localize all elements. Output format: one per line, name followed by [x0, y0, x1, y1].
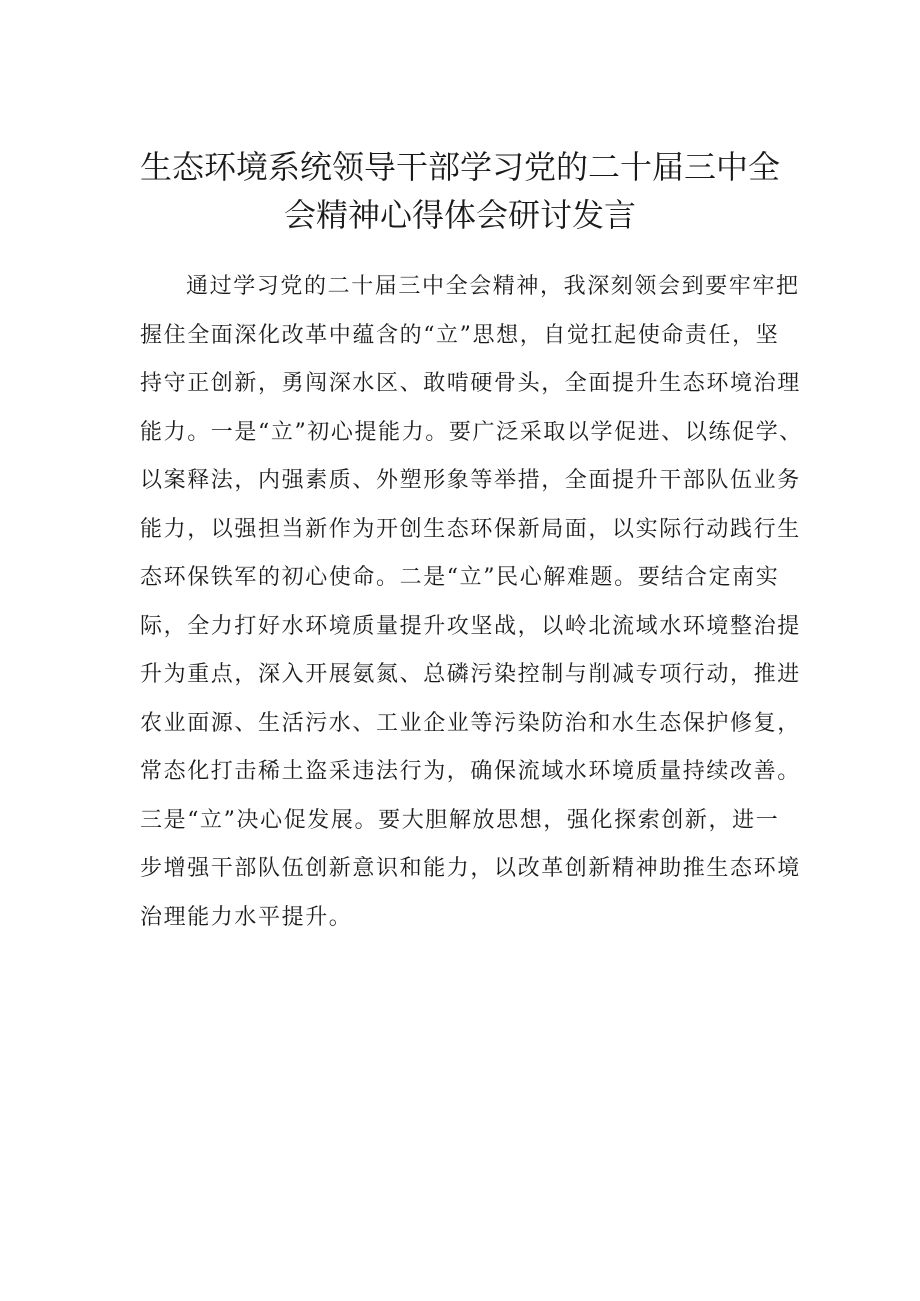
- body-line: 升为重点，深入开展氨氮、总磷污染控制与削减专项行动，推进: [140, 662, 801, 687]
- body-line: 持守正创新，勇闯深水区、敢啃硬骨头，全面提升生态环境治理: [140, 371, 801, 396]
- body-line: 步增强干部队伍创新意识和能力，以改革创新精神助推生态环境: [140, 856, 801, 881]
- title-line-2: 会精神心得体会研讨发言: [283, 196, 636, 234]
- body-line: 农业面源、生活污水、工业企业等污染防治和水生态保护修复，: [140, 710, 801, 736]
- body-line: 常态化打击稀土盗采违法行为，确保流域水环境质量持续改善。: [140, 759, 801, 784]
- body-line: 握住全面深化改革中蕴含的“立”思想，自觉扛起使命责任，坚: [140, 322, 780, 348]
- body-line: 以案释法，内强素质、外塑形象等举措，全面提升干部队伍业务: [140, 468, 801, 493]
- body-line: 态环保铁军的初心使命。二是“立”民心解难题。要结合定南实: [140, 565, 780, 590]
- document-title: [110, 143, 810, 239]
- body-line: 三是“立”决心促发展。要大胆解放思想，强化探索创新，进一: [140, 807, 780, 833]
- title-line-1: 生态环境系统领导干部学习党的二十届三中全: [139, 148, 780, 186]
- body-line: 能力，以强担当新作为开创生态环保新局面，以实际行动践行生: [140, 516, 801, 542]
- document-body: [140, 263, 803, 942]
- body-line: 际，全力打好水环境质量提升攻坚战，以岭北流域水环境整治提: [140, 613, 801, 639]
- body-line: 通过学习党的二十届三中全会精神，我深刻领会到要牢牢把: [186, 274, 800, 299]
- body-line: 治理能力水平提升。: [140, 904, 353, 930]
- body-line: 能力。一是“立”初心提能力。要广泛采取以学促进、以练促学、: [140, 419, 803, 445]
